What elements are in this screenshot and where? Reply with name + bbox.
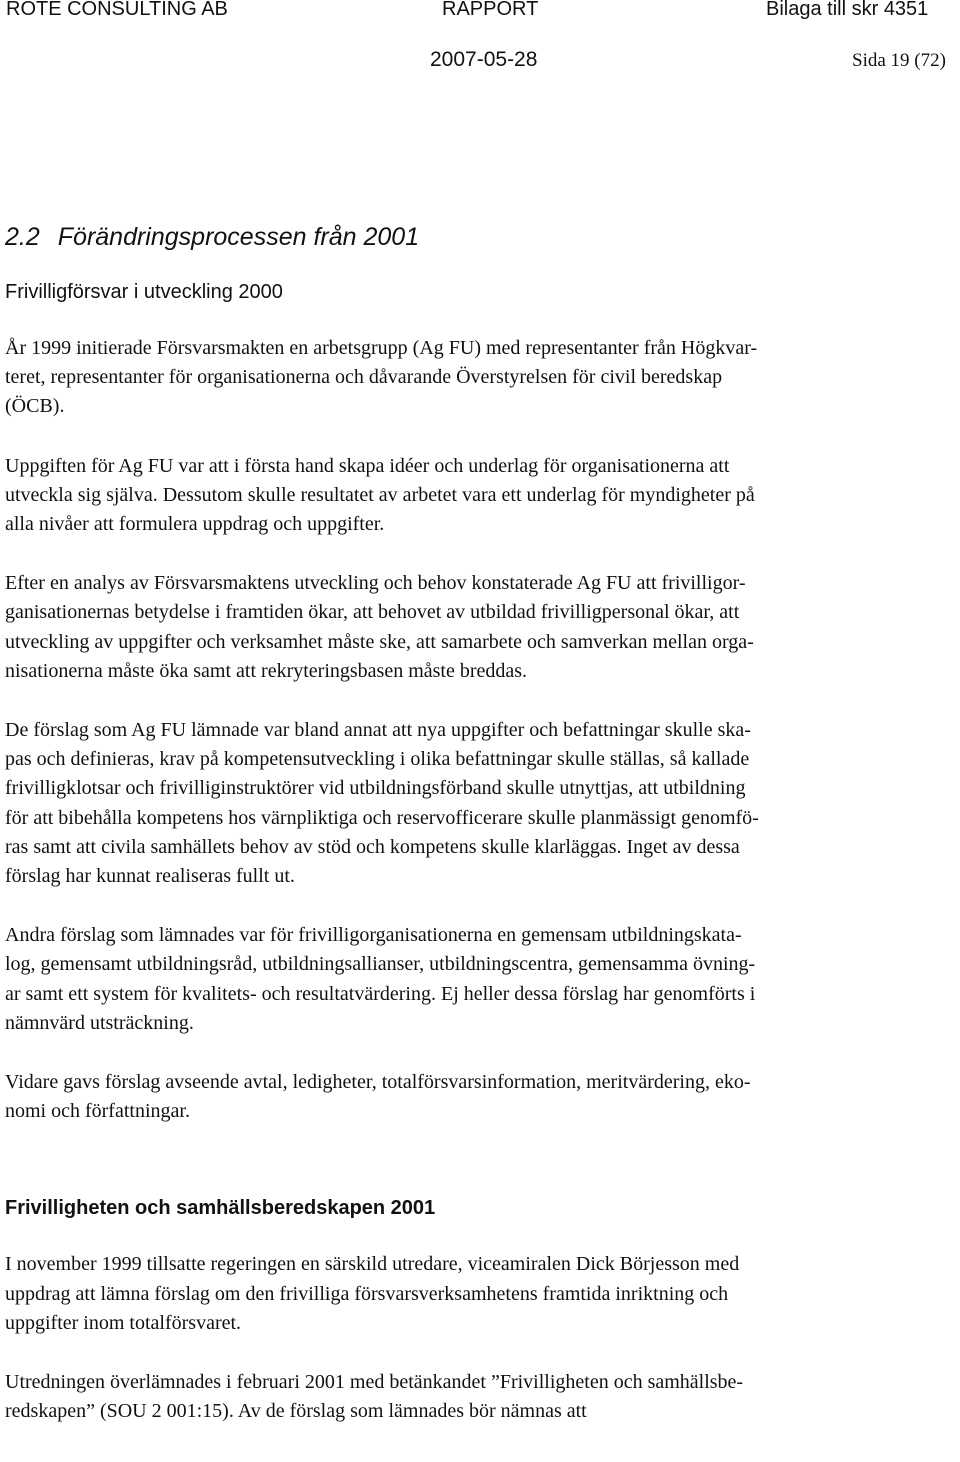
paragraph <box>5 334 955 422</box>
paragraph-line: Efter en analys av Försvarsmaktens utveckling och behov konstaterade Ag FU att frivilligor- <box>5 572 746 595</box>
subheading-frivilligheten: Frivilligheten och samhällsberedskapen 2001 <box>5 1197 436 1220</box>
paragraph-line: Uppgiften för Ag FU var att i första hand skapa idéer och underlag för organisationerna att <box>5 454 730 477</box>
paragraph-line: (ÖCB). <box>5 395 65 418</box>
document-date: 2007-05-28 <box>430 48 538 71</box>
paragraph-line: Utredningen överlämnades i februari 2001 med betänkandet ”Frivilligheten och samhällsbe- <box>5 1371 744 1394</box>
document-body <box>5 222 955 1456</box>
section-title: Förändringsprocessen från 2001 <box>57 223 420 251</box>
paragraph <box>5 1068 955 1126</box>
paragraph-line: I november 1999 tillsatte regeringen en särskild utredare, viceamiralen Dick Börjesson med <box>5 1253 740 1276</box>
page-number: Sida 19 (72) <box>852 50 946 71</box>
paragraph-line: utveckla sig själva. Dessutom skulle resultatet av arbetet vara ett underlag för myndigheter på <box>5 483 755 506</box>
paragraph <box>5 1368 955 1426</box>
paragraph-line: nämnvärd utsträckning. <box>5 1011 194 1034</box>
paragraph-line: Andra förslag som lämnades var för frivilligorganisationerna en gemensam utbildningskata- <box>5 924 742 947</box>
paragraph-group-1 <box>5 334 955 1126</box>
paragraph-line: Vidare gavs förslag avseende avtal, ledigheter, totalförsvarsinformation, meritvärdering, eko- <box>5 1071 751 1094</box>
paragraph-group-2 <box>5 1250 955 1426</box>
paragraph-line: log, gemensamt utbildningsråd, utbildningsallianser, utbildningscentra, gemensamma övning- <box>5 953 756 976</box>
attachment-reference: Bilaga till skr 4351 <box>766 0 929 20</box>
paragraph <box>5 452 955 540</box>
paragraph-line: År 1999 initierade Försvarsmakten en arbetsgrupp (Ag FU) med representanter från Högkvar- <box>5 337 758 359</box>
paragraph-line: förslag har kunnat realiseras fullt ut. <box>5 865 295 888</box>
section-number: 2.2 <box>5 223 40 251</box>
paragraph-line: alla nivåer att formulera uppdrag och uppgifter. <box>5 513 385 536</box>
paragraph-line: nisationerna måste öka samt att rekryteringsbasen måste breddas. <box>5 659 528 682</box>
paragraph <box>5 569 955 686</box>
paragraph-line: för att bibehålla kompetens hos värnpliktiga och reservofficerare skulle planmässigt genomfö- <box>5 806 759 829</box>
paragraph <box>5 921 955 1038</box>
paragraph-line: ras samt att civila samhällets behov av stöd och kompetens skulle klarläggas. Inget av dessa <box>5 835 740 858</box>
paragraph-line: pas och definieras, krav på kompetensutveckling i olika befattningar skulle ställas, så kallade <box>5 748 750 771</box>
subheading-frivilligforsvar: Frivilligförsvar i utveckling 2000 <box>5 281 283 303</box>
paragraph-line: uppgifter inom totalförsvaret. <box>5 1311 242 1334</box>
document-type: RAPPORT <box>442 0 539 20</box>
company-name: ROTE CONSULTING AB <box>6 0 228 20</box>
paragraph-line: redskapen” (SOU 2 001:15). Av de förslag som lämnades bör nämnas att <box>5 1400 587 1423</box>
paragraph-line: ar samt ett system för kvalitets- och resultatvärdering. Ej heller dessa förslag har genomförts i <box>5 982 756 1005</box>
paragraph-line: nomi och författningar. <box>5 1100 190 1123</box>
page-header <box>0 0 960 80</box>
paragraph-line: uppdrag att lämna förslag om den frivilliga försvarsverksamhetens framtida inriktning och <box>5 1282 729 1305</box>
paragraph-line: frivilligklotsar och frivilliginstruktörer vid utbildningsförband skulle utnyttjas, att utbildning <box>5 777 746 800</box>
paragraph <box>5 1250 955 1338</box>
section-heading <box>5 222 955 252</box>
paragraph-line: ganisationernas betydelse i framtiden ökar, att behovet av utbildad frivilligpersonal ökar, att <box>5 601 740 624</box>
paragraph-line: De förslag som Ag FU lämnade var bland annat att nya uppgifter och befattningar skulle ska- <box>5 719 751 742</box>
paragraph-line: utveckling av uppgifter och verksamhet måste ske, att samarbete och samverkan mellan orga- <box>5 630 754 653</box>
paragraph <box>5 716 955 891</box>
paragraph-line: teret, representanter för organisationerna och dåvarande Överstyrelsen för civil beredskap <box>5 366 723 389</box>
